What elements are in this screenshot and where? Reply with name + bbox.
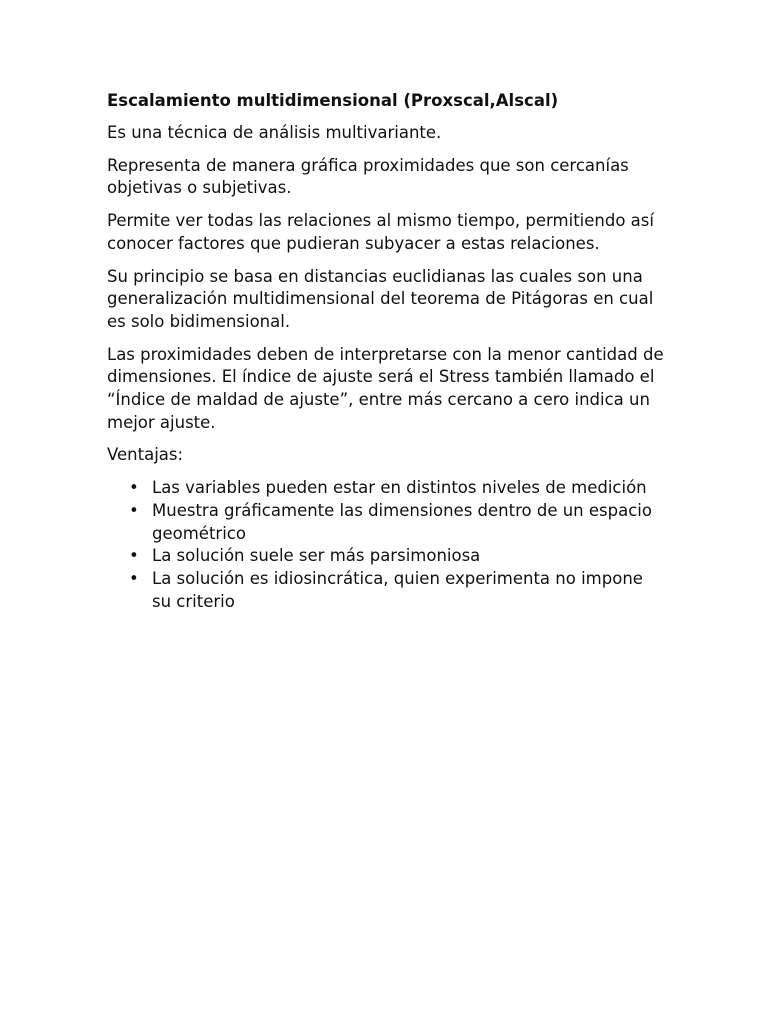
document-page [107,89,667,613]
paragraph-representation: Representa de manera gráfica proximidades que son cercanías objetivas o subjetivas. [107,155,629,198]
advantages-heading: Ventajas: [107,445,184,465]
list-item-text: La solución es idiosincrática, quien experimenta no impone su criterio [152,568,643,611]
paragraph-relations: Permite ver todas las relaciones al mismo tiempo, permitiendo así conocer factores que pudieran subyacer a estas relaciones. [107,211,654,253]
list-item [129,545,667,568]
list-item-text: Muestra gráficamente las dimensiones dentro de un espacio geométrico [152,500,652,543]
list-item-text: La solución suele ser más parsimoniosa [152,546,481,566]
bullet-icon: • [129,500,139,520]
paragraph-proximities: Las proximidades deben de interpretarse con la menor cantidad de dimensiones. El índice de ajuste será el Stress también llamado el “Índice de maldad de ajuste”, entre más cercano a cero indica un mejor ajuste. [107,344,664,432]
list-item [129,500,667,545]
document-title: Escalamiento multidimensional (Proxscal,Alscal) [107,91,559,110]
bullet-icon: • [129,568,139,588]
list-item [129,477,667,500]
bullet-icon: • [129,546,139,566]
bullet-icon: • [129,478,139,498]
advantages-list [107,477,667,613]
list-item-text: Las variables pueden estar en distintos niveles de medición [152,478,647,498]
list-item [129,568,667,613]
paragraph-principle: Su principio se basa en distancias euclidianas las cuales son una generalización multidimensional del teorema de Pitágoras en cual es solo bidimensional. [107,266,654,331]
paragraph-definition: Es una técnica de análisis multivariante. [107,123,442,142]
